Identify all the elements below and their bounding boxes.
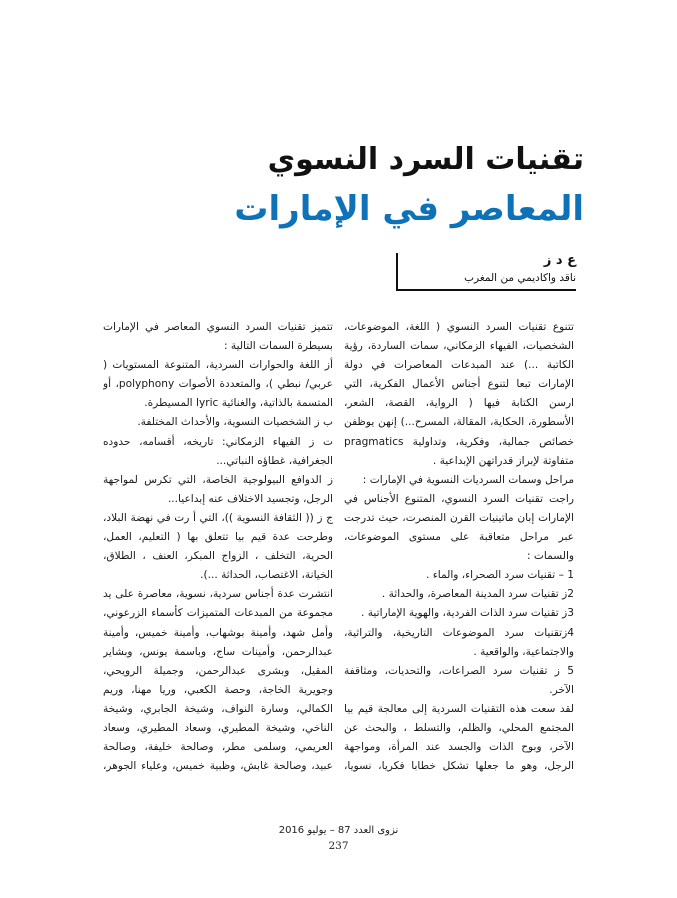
paragraph: تتميز تقنيات السرد النسوي المعاصر في الإمارات بسيطرة السمات التالية :	[103, 321, 333, 353]
paragraph: تتنوع تقنيات السرد النسوي ( اللغة، الموضوعات، الشخصيات، الفيهاء الزمكاني، سمات الساردة، رؤية الكاتبة ...) عند المبدعات المعاصرات في دولة الإمارات تبعا لتنوع أجناس الأعمال الفكرية، التي ارسن الكتابة فيها ( الرواية، القصة، الشعر، الأسطورة، الحكاية، المقالة، المسرح...) إنهن يوظفن خصائص جمالية، وفكرية، وتداولية pragmatics متفاوتة لإبراز قدراتهن الإبداعية .	[344, 321, 574, 467]
footer-issue-line: نزوى العدد 87 – يوليو 2016	[278, 825, 399, 836]
list-item: ت ز الفيهاء الزمكاني: تاريخه، أقسامه، حدوده الجغرافية، غطاؤه النباتي...	[103, 435, 333, 467]
list-item: ج ز (( الثقافة النسوية ))، التي أ رت في نهضة البلاد، وطرحت عدة قيم بيا تتعلق بها ( التعليم، العمل، الحرية، التخلف ، الزواج المبكر، العنف ، الطلاق، الخيانة، الاغتصاب، الحداثة ...).	[103, 511, 333, 582]
author-bio: ناقد واكاديمي من المغرب	[464, 272, 576, 284]
list-item: 5 ز تقنيات سرد الصراعات، والتحديات، ومثاقفة الآخر.	[344, 664, 574, 696]
list-item: 3ز تقنيات سرد الذات الفردية، والهوية الإماراتية .	[361, 607, 574, 620]
list-item: أز اللغة والحوارات السردية، المتنوعة المستويات ( عربي/ نبطي )، والمتعددة الأصوات polyphony، أو المتسمة بالذاتية، والغنائية lyric المسيطرة.	[103, 359, 333, 410]
article-subtitle: المعاصر في الإمارات	[234, 189, 584, 229]
article-title: تقنيات السرد النسوي	[267, 142, 584, 177]
author-name: ع د ز	[543, 253, 576, 268]
paragraph: انتشرت عدة أجناس سردية، نسوية، معاصرة على يد مجموعة من المبدعات المتميزات كأسماء الزرعوني، وأمل شهد، وأمينة بوشهاب، وأمينة خميس، وأمينة عبدالرحمن، وأمينات ساج، وباسمة يونس، وبشاير المقيل، وبشرى عبدالرحمن، وجميلة الرويحي، وجويرية الخاجة، وحصة الكعبي، وريا مهنا، وريم الكمالي، وسارة النواف، وشيخة الجابري، وشيخة الناخي، وشيخة المطيري، وسعاد المطيري، وسعاد العريمي، وسلمى مطر، وصالحة خليفة، وصالحة عبيد، وصالحة غابش، وظبية خميس، وعلياء الجوهر،	[103, 588, 333, 773]
paragraph: مراحل وسمات السرديات النسوية في الإمارات :	[362, 473, 574, 486]
text-column-right	[344, 318, 574, 778]
author-block	[396, 253, 576, 291]
list-item: ب ز الشخصيات النسوية، والأحداث المختلفة.	[137, 416, 333, 429]
list-item: 2ز تقنيات سرد المدينة المعاصرة، والحداثة .	[381, 588, 574, 601]
list-item: 1 – تقنيات سرد الصحراء، والماء .	[426, 569, 574, 582]
paragraph: لقد سعت هذه التقنيات السردية إلى معالجة قيم بيا المجتمع المحلي، والظلم، والتسلط ، والبحث عن الآخر، وبوح الذات والجسد عند المرأة، ومواجهة الرجل، وهو ما جعلها تشكل خطابا فكريا، نسويا،	[344, 702, 574, 773]
text-column-left	[103, 318, 333, 778]
page-number: 237	[328, 840, 349, 852]
list-item: 4زتقنيات سرد الموضوعات التاريخية، والتراثية، والاجتماعية، والواقعية .	[344, 626, 574, 658]
paragraph: راجت تقنيات السرد النسوي، المتنوع الأجناس في الإمارات إبان ماتينيات القرن المنصرت، حيث تدرجت عبر مراحل متعاقبة على مستوى الموضوعات، والسمات :	[344, 492, 574, 563]
list-item: ز الدوافع البيولوجية الخاصة، التي تكرس لمواجهة الرجل، وتجسيد الاختلاف عنه إبداعيا...	[103, 473, 333, 505]
